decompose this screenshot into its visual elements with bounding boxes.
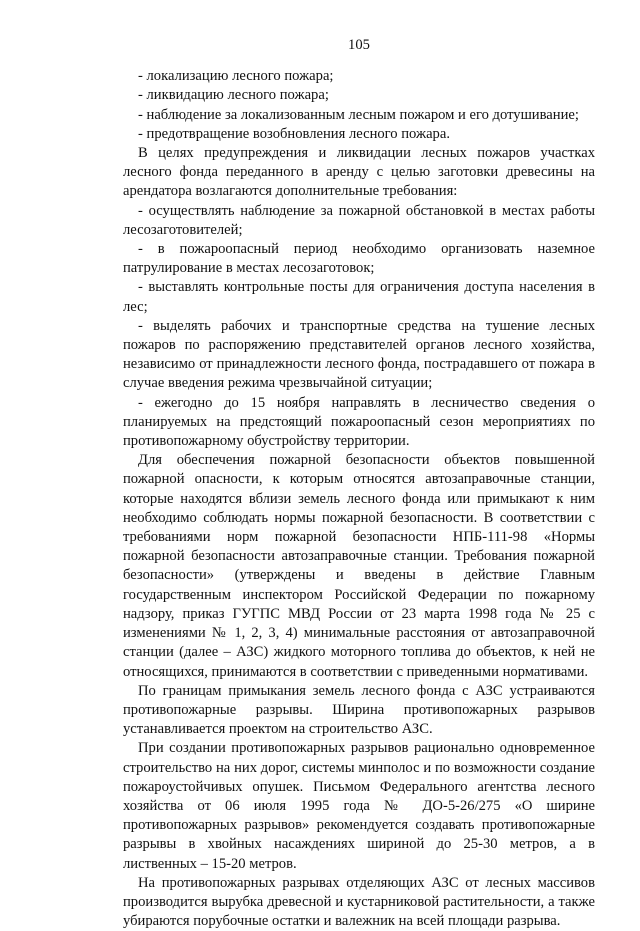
list-item: - предотвращение возобновления лесного пожара. (138, 125, 450, 142)
paragraph: - выставлять контрольные посты для ограничения доступа населения в лес; (123, 279, 595, 315)
paragraph: По границам примыкания земель лесного фонда с АЗС устраиваются противопожарные разрывы. Ширина противопожарных разрывов устанавливается проектом на строительство АЗС. (123, 682, 595, 738)
paragraph: - ежегодно до 15 ноября направлять в лесничество сведения о планируемых на предстоящий пожароопасный сезон мероприятиях по противопожарному обустройству территории. (123, 394, 595, 450)
list-item: - ликвидацию лесного пожара; (138, 87, 329, 104)
list-item: - наблюдение за локализованным лесным пожаром и его дотушивание; (138, 106, 579, 123)
paragraph: При создании противопожарных разрывов рационально одновременное строительство на них дорог, системы минполос и по возможности создание пожароустойчивых опушек. Письмом Федерального агентства лесного хозяйства от 06 июля 1995 года № ДО-5-26/275 «О ширине противопожарных разрывов» рекомендуется создавать противопожарные разрывы в хвойных насаждениях шириной до 25-30 метров, а в лиственных – 15-20 метров. (123, 740, 595, 872)
page-number: 105 (348, 37, 370, 53)
paragraph: Для обеспечения пожарной безопасности объектов повышенной пожарной опасности, к которым относятся автозаправочные станции, которые находятся вблизи земель лесного фонда или примыкают к ним необходимо соблюдать нормы пожарной безопасности. В соответствии с требованиями норм пожарной безопасности НПБ-111-98 «Нормы пожарной безопасности автозаправочные станции. Требования пожарной безопасности» (утверждены и введены в действие Главным государственным инспектором Российской Федерации по пожарному надзору, приказ ГУГПС МВД России от 23 марта 1998 года № 25 с изменениями № 1, 2, 3, 4) минимальные расстояния от автозаправочной станции (далее – АЗС) жидкого моторного топлива до объектов, к ней не относящихся, принимаются в соответствии с приведенными нормативами. (123, 452, 595, 680)
paragraph: - осуществлять наблюдение за пожарной обстановкой в местах работы лесозаготовителей; (123, 202, 595, 238)
paragraph: В целях предупреждения и ликвидации лесных пожаров участках лесного фонда переданного в аренду с целью заготовки древесины на арендатора возлагаются дополнительные требования: (123, 145, 595, 200)
paragraph: - в пожароопасный период необходимо организовать наземное патрулирование в местах лесозаготовок; (123, 241, 595, 277)
body-text (123, 67, 595, 931)
paragraph: - выделять рабочих и транспортные средства на тушение лесных пожаров по распоряжению представителей органов лесного хозяйства, независимо от принадлежности лесного фонда, пострадавшего от пожара в случае введения режима чрезвычайной ситуации; (123, 317, 595, 392)
list-item: - локализацию лесного пожара; (138, 68, 334, 85)
paragraph: На противопожарных разрывах отделяющих АЗС от лесных массивов производится вырубка древесной и кустарниковой растительности, а также убираются порубочные остатки и валежник на всей площади разрыва. (123, 874, 595, 930)
